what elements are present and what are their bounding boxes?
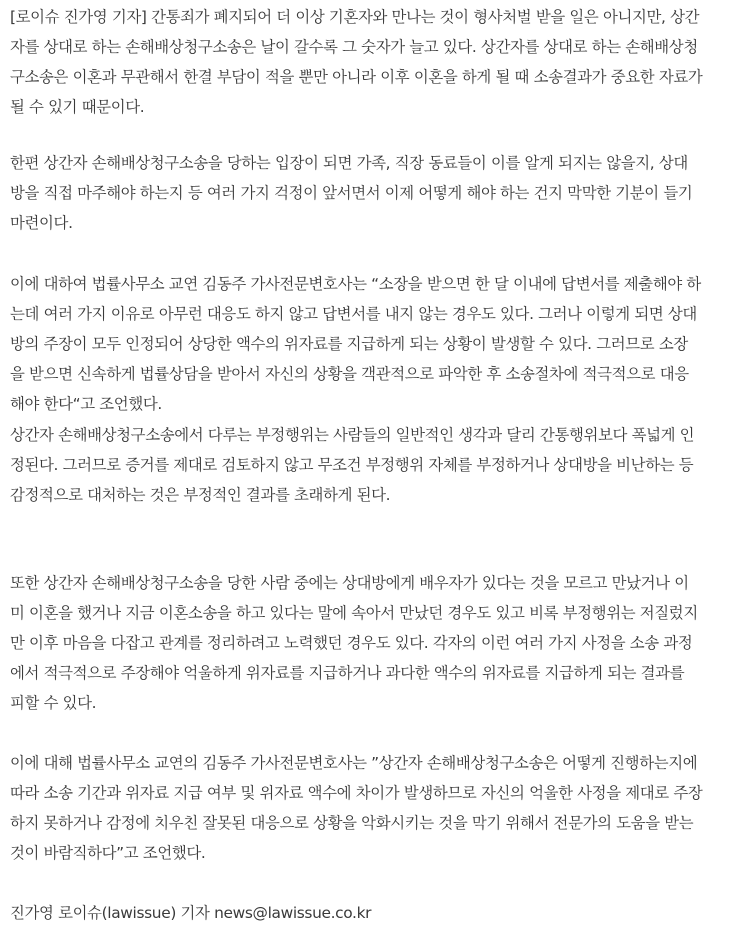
article-paragraph-2 — [10, 148, 742, 238]
byline-text: 진가영 로이슈(lawissue) 기자 news@lawissue.co.kr — [10, 904, 372, 922]
paragraph-line: 만 이후 마음을 다잡고 관계를 정리하려고 노력했던 경우도 있다. 각자의 이런 여러 가지 사정을 소송 과정 — [10, 634, 693, 652]
article-paragraph-6 — [10, 748, 742, 868]
paragraph-line: 또한 상간자 손해배상청구소송을 당한 사람 중에는 상대방에게 배우자가 있다는 것을 모르고 만났거나 이 — [10, 574, 689, 592]
paragraph-line: 는데 여러 가지 이유로 아무런 대응도 하지 않고 답변서를 내지 않는 경우도 있다. 그러나 이렇게 되면 상대 — [10, 305, 697, 323]
paragraph-line: 방을 직접 마주해야 하는지 등 여러 가지 걱정이 앞서면서 이제 어떻게 해야 하는 건지 막막한 기분이 들기 — [10, 184, 693, 202]
paragraph-line: 상간자 손해배상청구소송에서 다루는 부정행위는 사람들의 일반적인 생각과 달리 간통행위보다 폭넓게 인 — [10, 426, 695, 444]
paragraph-line: 이에 대해 법률사무소 교연의 김동주 가사전문변호사는 ”상간자 손해배상청구소송은 어떻게 진행하는지에 — [10, 754, 698, 772]
paragraph-line: 해야 한다“고 조언했다. — [10, 395, 162, 413]
paragraph-line: 이에 대하여 법률사무소 교연 김동주 가사전문변호사는 “소장을 받으면 한 달 이내에 답변서를 제출해야 하 — [10, 275, 701, 293]
paragraph-line: 따라 소송 기간과 위자료 지급 여부 및 위자료 액수에 차이가 발생하므로 자신의 억울한 사정을 제대로 주장 — [10, 784, 703, 802]
article-paragraph-3 — [10, 269, 742, 419]
paragraph-line: 미 이혼을 했거나 지금 이혼소송을 하고 있다는 말에 속아서 만났던 경우도 있고 비록 부정행위는 저질렀지 — [10, 604, 698, 622]
paragraph-line: 자를 상대로 하는 손해배상청구소송은 날이 갈수록 그 숫자가 늘고 있다. 상간자를 상대로 하는 손해배상청 — [10, 38, 698, 56]
paragraph-line: 마련이다. — [10, 214, 73, 232]
paragraph-line: 감정적으로 대처하는 것은 부정적인 결과를 초래하게 된다. — [10, 486, 391, 504]
paragraph-line: 구소송은 이혼과 무관해서 한결 부담이 적을 뿐만 아니라 이후 이혼을 하게 될 때 소송결과가 중요한 자료가 — [10, 68, 703, 86]
article-paragraph-5 — [10, 568, 742, 718]
article-paragraph-1 — [10, 2, 742, 122]
paragraph-line: 것이 바람직하다”고 조언했다. — [10, 844, 206, 862]
paragraph-line: 한편 상간자 손해배상청구소송을 당하는 입장이 되면 가족, 직장 동료들이 이를 알게 되지는 않을지, 상대 — [10, 154, 688, 172]
paragraph-line: 피할 수 있다. — [10, 694, 97, 712]
paragraph-line: 방의 주장이 모두 인정되어 상당한 액수의 위자료를 지급하게 되는 상황이 발생할 수 있다. 그러므로 소장 — [10, 335, 688, 353]
paragraph-line: 정된다. 그러므로 증거를 제대로 검토하지 않고 무조건 부정행위 자체를 부정하거나 상대방을 비난하는 등 — [10, 456, 694, 474]
paragraph-line: [로이슈 진가영 기자] 간통죄가 폐지되어 더 이상 기혼자와 만나는 것이 형사처벌 받을 일은 아니지만, 상간 — [10, 8, 700, 26]
article-paragraph-4 — [10, 420, 742, 510]
paragraph-line: 하지 못하거나 감정에 치우친 잘못된 대응으로 상황을 악화시키는 것을 막기 위해서 전문가의 도움을 받는 — [10, 814, 694, 832]
paragraph-line: 에서 적극적으로 주장해야 억울하게 위자료를 지급하거나 과다한 액수의 위자료를 지급하게 되는 결과를 — [10, 664, 685, 682]
article-byline — [10, 898, 742, 928]
paragraph-line: 을 받으면 신속하게 법률상담을 받아서 자신의 상황을 객관적으로 파악한 후 소송절차에 적극적으로 대응 — [10, 365, 689, 383]
paragraph-line: 될 수 있기 때문이다. — [10, 98, 145, 116]
